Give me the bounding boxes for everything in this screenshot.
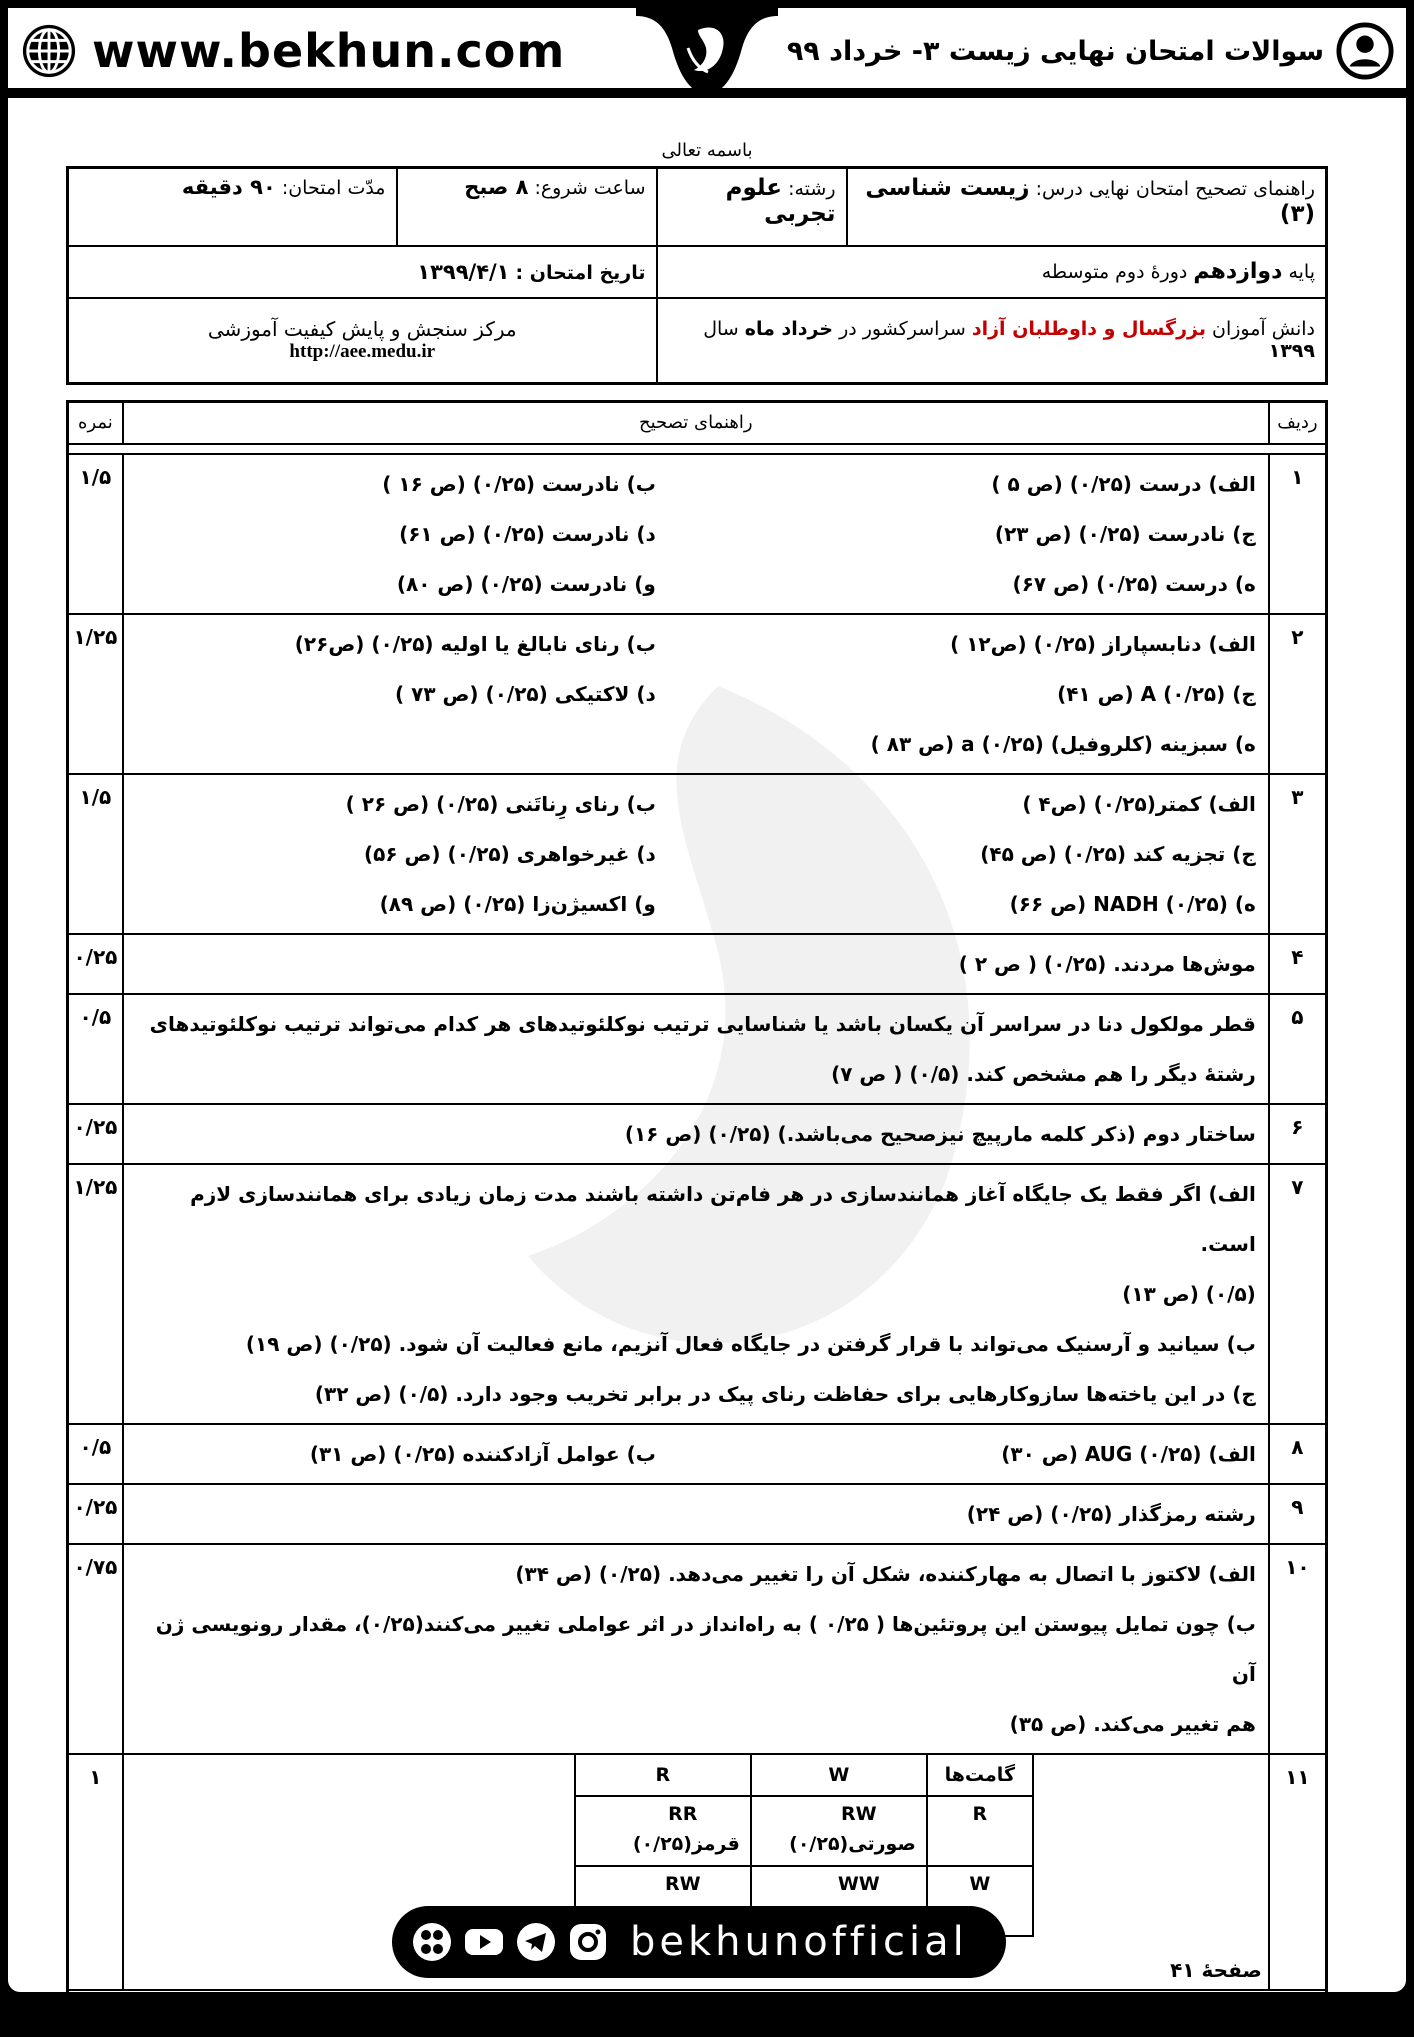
students-highlight: بزرگسال و داوطلبان آزاد	[971, 318, 1206, 341]
answer-row	[68, 1424, 1327, 1484]
answer-line: رشتهٔ دیگر را هم مشخص کند. (۰/۵) ( ص ۷)	[831, 1061, 1256, 1086]
social-handle[interactable]: bekhunofficial	[630, 1919, 968, 1965]
continuation-note: «ادامهٔ راهنما در صفحهٔ دوم»	[68, 1990, 1327, 2036]
answer-row	[68, 1104, 1327, 1164]
exam-month: خرداد ماه	[744, 318, 834, 341]
year-prefix: سال	[703, 318, 739, 341]
field-label: رشته:	[788, 178, 836, 200]
row-score: ۰/۵	[68, 994, 123, 1104]
answer-item: و) اکسیژن‌زا (۰/۲۵) (ص ۸۹)	[379, 891, 656, 916]
answer-line	[136, 1429, 1256, 1479]
answer-line: ساختار دوم (ذکر کلمه مارپیچ نیزصحیح می‌باشد.) (۰/۲۵) (ص ۱۶)	[624, 1121, 1256, 1146]
answer-item: ج) تجزیه کند (۰/۲۵) (ص ۴۵)	[980, 841, 1256, 866]
answer-item: ه) سبزینه (کلروفیل) a (۰/۲۵) (ص ۸۳ )	[870, 731, 1256, 756]
row-number: ۷	[1269, 1164, 1327, 1424]
grade-cell	[657, 246, 1327, 298]
answer-row	[68, 614, 1327, 774]
answer-line	[136, 619, 1256, 669]
grade-value: دوازدهم	[1193, 259, 1283, 284]
bismillah: باسمه تعالی	[661, 140, 753, 161]
answer-item	[136, 719, 656, 769]
date-value: ۱۳۹۹/۴/۱	[417, 259, 510, 284]
answer-row	[68, 1484, 1327, 1544]
punnett-cell	[751, 1796, 927, 1866]
grade-prefix: پایه	[1288, 261, 1315, 283]
center-name: مرکز سنجش و پایش کیفیت آموزشی	[207, 317, 517, 342]
bekhun-logo-icon	[636, 8, 778, 100]
row-score: ۰/۲۵	[68, 934, 123, 994]
genotype: RW	[841, 1802, 877, 1825]
answer-item: ه) درست (۰/۲۵) (ص ۶۷)	[1012, 571, 1256, 596]
answer-line	[136, 669, 1256, 719]
answer-line	[136, 879, 1256, 929]
answer-row	[68, 994, 1327, 1104]
social-bar[interactable]	[392, 1906, 1006, 1978]
youtube-icon[interactable]	[462, 1920, 506, 1964]
site-url[interactable]: www.bekhun.com	[92, 24, 566, 78]
students-cell	[657, 298, 1327, 384]
date-cell	[68, 246, 657, 298]
answer-item: ب) نادرست (۰/۲۵) (ص ۱۶ )	[382, 471, 656, 496]
row-number: ۶	[1269, 1104, 1327, 1164]
row-number: ۱۰	[1269, 1544, 1327, 1754]
start-cell	[397, 168, 657, 246]
gametes-label: گامت‌ها	[927, 1754, 1033, 1796]
row-number: ۱	[1269, 454, 1327, 614]
site-link[interactable]	[20, 22, 565, 80]
answer-line: موش‌ها مردند. (۰/۲۵) ( ص ۲ )	[958, 951, 1256, 976]
row-number: ۴	[1269, 934, 1327, 994]
exam-header-title	[787, 22, 1394, 80]
spacer-row	[68, 444, 1327, 454]
answer-content	[123, 614, 1269, 774]
answer-line	[136, 779, 1256, 829]
page	[8, 8, 1406, 2024]
duration-label: مدّت امتحان:	[281, 177, 386, 199]
answer-line: ج) در این یاخته‌ها سازوکارهایی برای حفاظت رنای پیک در برابر تخریب وجود دارد. (۰/۵) (ص ۳۲)	[314, 1381, 1256, 1406]
row-score: ۱/۲۵	[68, 1164, 123, 1424]
answer-item: د) غیرخواهری (۰/۲۵) (ص ۵۶)	[364, 841, 656, 866]
answer-item: ج) نادرست (۰/۲۵) (ص ۲۳)	[994, 521, 1256, 546]
answer-item: ج) A (۰/۲۵) (ص ۴۱)	[1057, 681, 1256, 706]
answer-item: ب) رنای رِناتَنی (۰/۲۵) (ص ۲۶ )	[345, 791, 656, 816]
row-number: ۳	[1269, 774, 1327, 934]
continuation-row	[68, 1990, 1327, 2036]
field-cell	[657, 168, 847, 246]
telegram-icon[interactable]	[514, 1920, 558, 1964]
answer-row	[68, 1544, 1327, 1754]
genotype: RW	[665, 1872, 701, 1895]
column-header-row	[68, 402, 1327, 444]
answer-item: ه) NADH (۰/۲۵) (ص ۶۶)	[1009, 891, 1256, 916]
field-name: علوم تجربی	[725, 175, 836, 227]
answer-content	[123, 1484, 1269, 1544]
row-number: ۱۱	[1269, 1754, 1327, 1990]
answer-item: الف) کمتر(۰/۲۵) (ص۴ )	[1022, 791, 1256, 816]
punnett-cell	[575, 1796, 751, 1866]
start-time: ۸ صبح	[464, 175, 529, 199]
answer-row	[68, 454, 1327, 614]
answer-item: د) لاکتیکی (۰/۲۵) (ص ۷۳ )	[395, 681, 656, 706]
row-number: ۹	[1269, 1484, 1327, 1544]
answer-item: ب) رنای نابالغ یا اولیه (۰/۲۵) (ص۲۶)	[294, 631, 656, 656]
answer-line: هم تغییر می‌کند. (ص ۳۵)	[1009, 1711, 1256, 1736]
row-score: ۱/۵	[68, 454, 123, 614]
answer-content	[123, 1544, 1269, 1754]
answer-line: ب) سیانید و آرسنیک می‌تواند با قرار گرفتن در جایگاه فعال آنزیم، مانع فعالیت آن شود. (۰/۲۵) (ص ۱۹)	[245, 1331, 1256, 1356]
row-score: ۰/۵	[68, 1424, 123, 1484]
col-r-header: R	[575, 1754, 751, 1796]
answer-line: الف) لاکتوز با اتصال به مهارکننده، شکل آن را تغییر می‌دهد. (۰/۲۵) (ص ۳۴)	[515, 1561, 1256, 1586]
answer-line	[136, 509, 1256, 559]
subject-cell	[847, 168, 1327, 246]
center-cell	[68, 298, 657, 384]
genotype: RR	[668, 1802, 698, 1825]
grade-suffix: دورهٔ دوم متوسطه	[1041, 261, 1188, 283]
row-w-header: W	[927, 1866, 1033, 1936]
exam-info-table	[66, 166, 1328, 385]
globe-icon	[20, 22, 78, 80]
answer-content	[123, 454, 1269, 614]
date-label: تاریخ امتحان :	[515, 261, 646, 284]
start-label: ساعت شروع:	[534, 177, 646, 199]
answer-line: ب) چون تمایل پیوستن این پروتئین‌ها ( ۰/۲۵ ) به راه‌انداز در اثر عواملی تغییر می‌کنند(۰/۲۵)، مقدار رونویسی ژن آن	[155, 1611, 1256, 1686]
answer-item: الف) درست (۰/۲۵) (ص ۵ )	[991, 471, 1256, 496]
answer-row	[68, 1164, 1327, 1424]
exam-year: ۱۳۹۹	[1268, 340, 1315, 363]
aparat-icon[interactable]	[410, 1920, 454, 1964]
phenotype: صورتی(۰/۲۵)	[789, 1832, 916, 1855]
center-url[interactable]: http://aee.medu.ir	[289, 341, 436, 363]
answer-line: الف) اگر فقط یک جایگاه آغاز همانندسازی در هر فام‌تن داشته باشند مدت زمان زیادی برای همانندسازی لازم است.	[190, 1181, 1256, 1256]
row-number: ۵	[1269, 994, 1327, 1104]
col-w-header: W	[751, 1754, 927, 1796]
answer-item: د) نادرست (۰/۲۵) (ص ۶۱)	[399, 521, 656, 546]
row-r-header: R	[927, 1796, 1033, 1866]
answer-row	[68, 934, 1327, 994]
answer-table	[66, 400, 1328, 2037]
top-bar	[8, 8, 1406, 96]
answer-line: (۰/۵) (ص ۱۳)	[1122, 1281, 1256, 1306]
duration-cell	[68, 168, 397, 246]
answer-item: الف) AUG (۰/۲۵) (ص ۳۰)	[1001, 1441, 1256, 1466]
guide-label: راهنمای تصحیح امتحان نهایی درس:	[1035, 178, 1315, 200]
row-number: ۸	[1269, 1424, 1327, 1484]
instagram-icon[interactable]	[566, 1920, 610, 1964]
answer-line	[136, 829, 1256, 879]
row-score: ۱/۵	[68, 774, 123, 934]
col-row-header: ردیف	[1269, 402, 1327, 444]
answer-content	[123, 1424, 1269, 1484]
students-prefix: دانش آموزان	[1212, 318, 1315, 341]
answer-line: قطر مولکول دنا در سراسر آن یکسان باشد یا شناسایی ترتیب نوکلئوتیدهای هر کدام می‌تواند ترتیب نوکلئوتیدهای	[149, 1011, 1256, 1036]
answer-content	[123, 994, 1269, 1104]
answer-line	[136, 719, 1256, 769]
answer-item: و) نادرست (۰/۲۵) (ص ۸۰)	[396, 571, 656, 596]
row-score: ۱/۲۵	[68, 614, 123, 774]
row-score: ۰/۲۵	[68, 1484, 123, 1544]
answer-item: الف) دنابسپاراز (۰/۲۵) (ص۱۲ )	[950, 631, 1256, 656]
subject-name: زیست شناسی (۳)	[865, 175, 1315, 227]
duration-value: ۹۰ دقیقه	[181, 175, 276, 199]
page-reference: صفحهٔ ۴۱	[1170, 1957, 1262, 1982]
answer-row	[68, 774, 1327, 934]
row-score: ۰/۲۵	[68, 1104, 123, 1164]
answer-line	[136, 459, 1256, 509]
answer-content	[123, 774, 1269, 934]
row-score: ۱	[68, 1754, 123, 1990]
answer-item: ب) عوامل آزادکننده (۰/۲۵) (ص ۳۱)	[309, 1441, 656, 1466]
col-score-header: نمره	[68, 402, 123, 444]
answer-line: رشته رمزگذار (۰/۲۵) (ص ۲۴)	[966, 1501, 1256, 1526]
header-divider	[8, 88, 1406, 98]
answer-content	[123, 1164, 1269, 1424]
header-title-text: سوالات امتحان نهایی زیست ۳- خرداد ۹۹	[786, 35, 1324, 67]
answer-content	[123, 934, 1269, 994]
col-guide-header: راهنمای تصحیح	[123, 402, 1269, 444]
answer-content	[123, 1104, 1269, 1164]
students-mid: سراسرکشور در	[839, 318, 966, 341]
phenotype: قرمز(۰/۲۵)	[632, 1832, 740, 1855]
user-icon	[1336, 22, 1394, 80]
row-number: ۲	[1269, 614, 1327, 774]
row-score: ۰/۷۵	[68, 1544, 123, 1754]
genotype: WW	[837, 1872, 880, 1895]
answer-line	[136, 559, 1256, 609]
